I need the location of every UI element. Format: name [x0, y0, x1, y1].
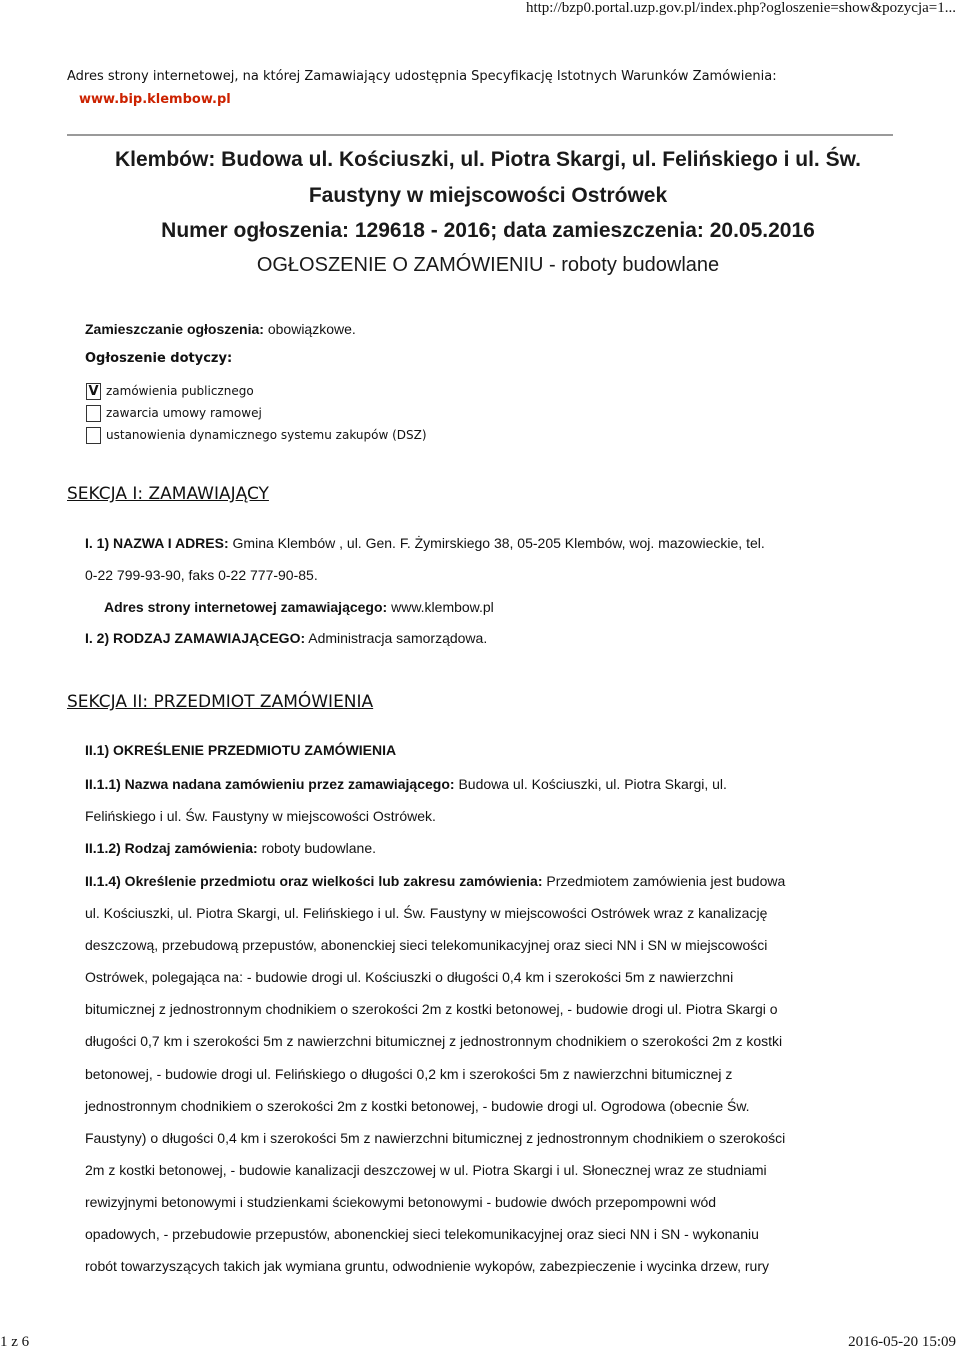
notice-title-line-2: Faustyny w miejscowości Ostrówek	[308, 184, 668, 207]
checkbox-unchecked	[86, 427, 101, 444]
name-address-label: I. 1) NAZWA I ADRES:	[85, 535, 229, 551]
obligatory-value: obowiązkowe.	[267, 321, 356, 337]
contract-kind-label: II.1.2) Rodzaj zamówienia:	[85, 840, 258, 856]
scope-line: betonowej, - budowie drogi ul. Felińskiego o długości 0,2 km i szerokości 5m z nawierzchni bitumicznej z	[85, 1066, 733, 1082]
notice-concerns-label: Ogłoszenie dotyczy:	[85, 351, 233, 366]
contract-name-continued: Felińskiego i ul. Św. Faustyny w miejscowości Ostrówek.	[85, 808, 436, 824]
obligatory-publication	[85, 321, 356, 337]
scope-line: opadowych, - przebudowie przepustów, abonenckiej sieci telekomunikacyjnej oraz sieci NN i SN - wykonaniu	[85, 1226, 759, 1242]
section-1-heading: SEKCJA I: ZAMAWIAJĄCY	[67, 484, 269, 504]
checkbox-checked: V	[86, 383, 101, 400]
contracting-authority-type	[85, 630, 487, 646]
page-counter: 1 z 6	[0, 1334, 30, 1350]
notice-type: OGŁOSZENIE O ZAMÓWIENIU - roboty budowlane	[256, 254, 720, 276]
checkbox-unchecked	[86, 405, 101, 422]
option-label: ustanowienia dynamicznego systemu zakupów (DSZ)	[106, 428, 427, 442]
option-public-contract	[86, 383, 254, 400]
subject-definition-heading: II.1) OKREŚLENIE PRZEDMIOTU ZAMÓWIENIA	[85, 742, 397, 758]
contracting-authority-name-address	[85, 535, 765, 551]
scope-line: bitumicznej z jednostronnym chodnikiem o szerokości 2m z kostki betonowej, - budowie drogi ul. Piotra Skargi o	[85, 1001, 778, 1017]
contract-name-value: Budowa ul. Kościuszki, ul. Piotra Skargi, ul.	[458, 776, 727, 792]
contracting-authority-website	[104, 599, 494, 615]
name-address-value: Gmina Klembów , ul. Gen. F. Żymirskiego 38, 05-205 Klembów, woj. mazowieckie, tel.	[232, 535, 765, 551]
scope-line: 2m z kostki betonowej, - budowie kanalizacji deszczowej w ul. Piotra Skargi i ul. Słonecznej wraz ze studniami	[85, 1162, 767, 1178]
contracting-authority-phone-fax: 0-22 799-93-90, faks 0-22 777-90-85.	[85, 567, 318, 583]
option-label: zamówienia publicznego	[106, 384, 254, 398]
print-header-url: http://bzp0.portal.uzp.gov.pl/index.php?ogloszenie=show&pozycja=1...	[525, 0, 956, 16]
scope-line: długości 0,7 km i szerokości 5m z nawierzchni bitumicznej z jednostronnym chodnikiem o szerokości 2m z kostki	[85, 1033, 783, 1049]
contract-name-label: II.1.1) Nazwa nadana zamówieniu przez zamawiającego:	[85, 776, 455, 792]
scope-line: deszczową, przebudową przepustów, abonenckiej sieci telekomunikacyjnej oraz sieci NN i SN w miejscowości	[85, 937, 768, 953]
authority-type-label: I. 2) RODZAJ ZAMAWIAJĄCEGO:	[85, 630, 306, 646]
siwz-address-intro: Adres strony internetowej, na której Zamawiający udostępnia Specyfikację Istotnych Warunków Zamówienia:	[67, 69, 777, 84]
authority-type-value: Administracja samorządowa.	[308, 630, 488, 646]
section-2-heading: SEKCJA II: PRZEDMIOT ZAMÓWIENIA	[67, 692, 374, 712]
scope-line: robót towarzyszących takich jak wymiana gruntu, odwodnienie wykopów, zabezpieczenie i wycinka drzew, rury	[85, 1258, 769, 1274]
option-label: zawarcia umowy ramowej	[106, 406, 262, 420]
option-framework-agreement	[86, 405, 262, 422]
website-label: Adres strony internetowej zamawiającego:	[104, 599, 388, 615]
siwz-address-link[interactable]: www.bip.klembow.pl	[79, 92, 231, 107]
notice-number-date: Numer ogłoszenia: 129618 - 2016; data zamieszczenia: 20.05.2016	[161, 219, 815, 242]
option-dps	[86, 427, 427, 444]
contract-name	[85, 776, 727, 792]
contract-kind-value: roboty budowlane.	[261, 840, 377, 856]
horizontal-divider	[67, 134, 893, 136]
scope-line: Ostrówek, polegająca na: - budowie drogi ul. Kościuszki o długości 0,4 km i szerokości 5m z nawierzchni	[85, 969, 734, 985]
notice-title-line-1: Klembów: Budowa ul. Kościuszki, ul. Piotra Skargi, ul. Felińskiego i ul. Św.	[114, 148, 861, 171]
contract-scope	[85, 873, 785, 889]
scope-line: Faustyny) o długości 0,4 km i szerokości 5m z nawierzchni bitumicznej z jednostronnym chodnikiem o szerokości	[85, 1130, 786, 1146]
scope-line: rewizyjnymi betonowymi i studzienkami ściekowymi betonowymi - budowie dwóch przepompowni wód	[85, 1194, 717, 1210]
scope-line: jednostronnym chodnikiem o szerokości 2m z kostki betonowej, - budowie drogi ul. Ogrodowa (obecnie Św.	[85, 1098, 750, 1114]
contract-scope-label: II.1.4) Określenie przedmiotu oraz wielkości lub zakresu zamówienia:	[85, 873, 543, 889]
scope-line: ul. Kościuszki, ul. Piotra Skargi, ul. Felińskiego i ul. Św. Faustyny w miejscowości Ostrówek wraz z kanalizację	[85, 905, 768, 921]
contract-kind	[85, 840, 376, 856]
contract-scope-first: Przedmiotem zamówienia jest budowa	[546, 873, 786, 889]
website-value: www.klembow.pl	[391, 599, 494, 615]
obligatory-label: Zamieszczanie ogłoszenia:	[85, 321, 264, 337]
print-datetime: 2016-05-20 15:09	[848, 1334, 956, 1350]
